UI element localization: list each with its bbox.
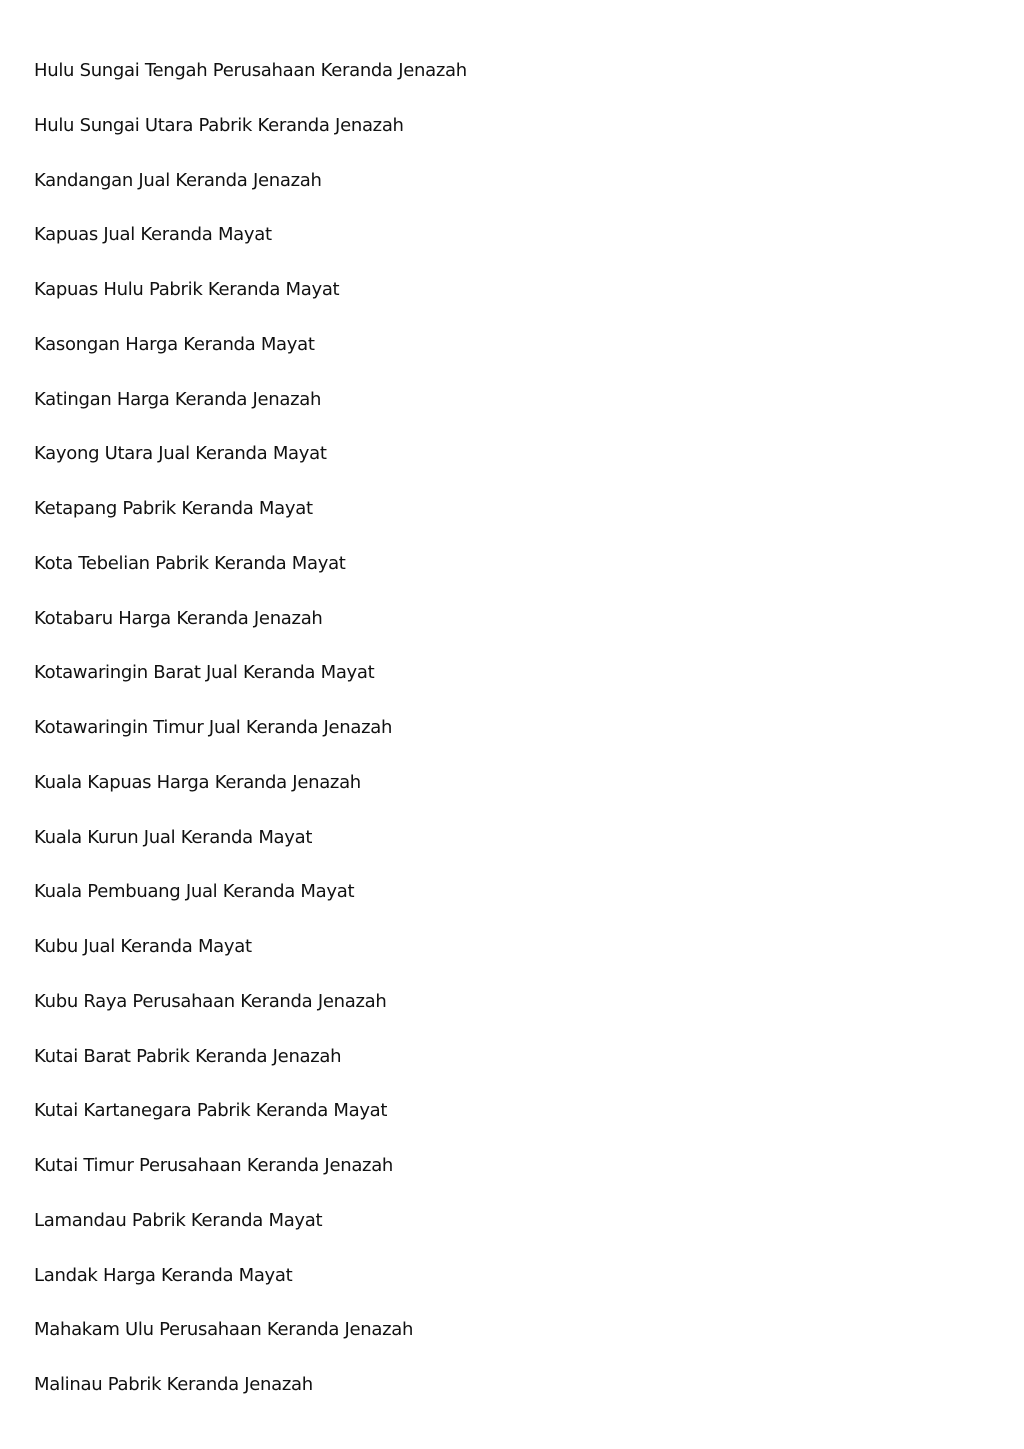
list-item xyxy=(34,1044,467,1099)
list-item xyxy=(34,1208,467,1263)
list-item xyxy=(34,1263,467,1318)
location-link[interactable]: Katingan Harga Keranda Jenazah xyxy=(34,388,322,410)
location-link[interactable]: Kandangan Jual Keranda Jenazah xyxy=(34,169,322,191)
list-item xyxy=(34,168,467,223)
location-link[interactable]: Kotawaringin Timur Jual Keranda Jenazah xyxy=(34,717,393,738)
list-item xyxy=(34,222,467,277)
location-link[interactable]: Kuala Kapuas Harga Keranda Jenazah xyxy=(34,771,361,793)
list-item xyxy=(34,879,467,934)
location-link[interactable]: Kapuas Jual Keranda Mayat xyxy=(34,224,272,246)
list-item xyxy=(34,496,467,551)
location-link[interactable]: Kapuas Hulu Pabrik Keranda Mayat xyxy=(34,279,340,300)
location-link[interactable]: Kota Tebelian Pabrik Keranda Mayat xyxy=(34,552,346,574)
location-link[interactable]: Mahakam Ulu Perusahaan Keranda Jenazah xyxy=(34,1319,414,1341)
list-item xyxy=(34,770,467,825)
list-item xyxy=(34,332,467,387)
location-link[interactable]: Ketapang Pabrik Keranda Mayat xyxy=(34,498,313,519)
location-link[interactable]: Kayong Utara Jual Keranda Mayat xyxy=(34,443,327,465)
list-item xyxy=(34,58,467,113)
location-link[interactable]: Kutai Timur Perusahaan Keranda Jenazah xyxy=(34,1155,394,1176)
location-link[interactable]: Kubu Raya Perusahaan Keranda Jenazah xyxy=(34,990,387,1012)
list-item xyxy=(34,113,467,168)
location-link[interactable]: Lamandau Pabrik Keranda Mayat xyxy=(34,1209,323,1231)
list-item xyxy=(34,1317,467,1372)
location-link[interactable]: Kutai Kartanegara Pabrik Keranda Mayat xyxy=(34,1100,388,1122)
location-link[interactable]: Kuala Kurun Jual Keranda Mayat xyxy=(34,826,313,848)
list-item xyxy=(34,825,467,880)
location-link[interactable]: Malinau Pabrik Keranda Jenazah xyxy=(34,1374,313,1395)
list-item xyxy=(34,934,467,989)
location-link-list xyxy=(34,58,467,1427)
list-item xyxy=(34,277,467,332)
list-item xyxy=(34,387,467,442)
location-link[interactable]: Kasongan Harga Keranda Mayat xyxy=(34,333,315,355)
list-item xyxy=(34,1153,467,1208)
list-item xyxy=(34,715,467,770)
location-link[interactable]: Kotawaringin Barat Jual Keranda Mayat xyxy=(34,662,375,684)
list-item xyxy=(34,989,467,1044)
location-link[interactable]: Landak Harga Keranda Mayat xyxy=(34,1264,293,1286)
list-item xyxy=(34,1098,467,1153)
list-item xyxy=(34,660,467,715)
list-item xyxy=(34,606,467,661)
location-link[interactable]: Kubu Jual Keranda Mayat xyxy=(34,936,252,957)
list-item xyxy=(34,441,467,496)
location-link[interactable]: Kuala Pembuang Jual Keranda Mayat xyxy=(34,881,355,903)
list-item xyxy=(34,551,467,606)
location-link[interactable]: Hulu Sungai Utara Pabrik Keranda Jenazah xyxy=(34,114,404,136)
location-link[interactable]: Kotabaru Harga Keranda Jenazah xyxy=(34,607,323,629)
list-item xyxy=(34,1372,467,1427)
location-link[interactable]: Hulu Sungai Tengah Perusahaan Keranda Jenazah xyxy=(34,60,467,81)
location-link[interactable]: Kutai Barat Pabrik Keranda Jenazah xyxy=(34,1045,342,1067)
